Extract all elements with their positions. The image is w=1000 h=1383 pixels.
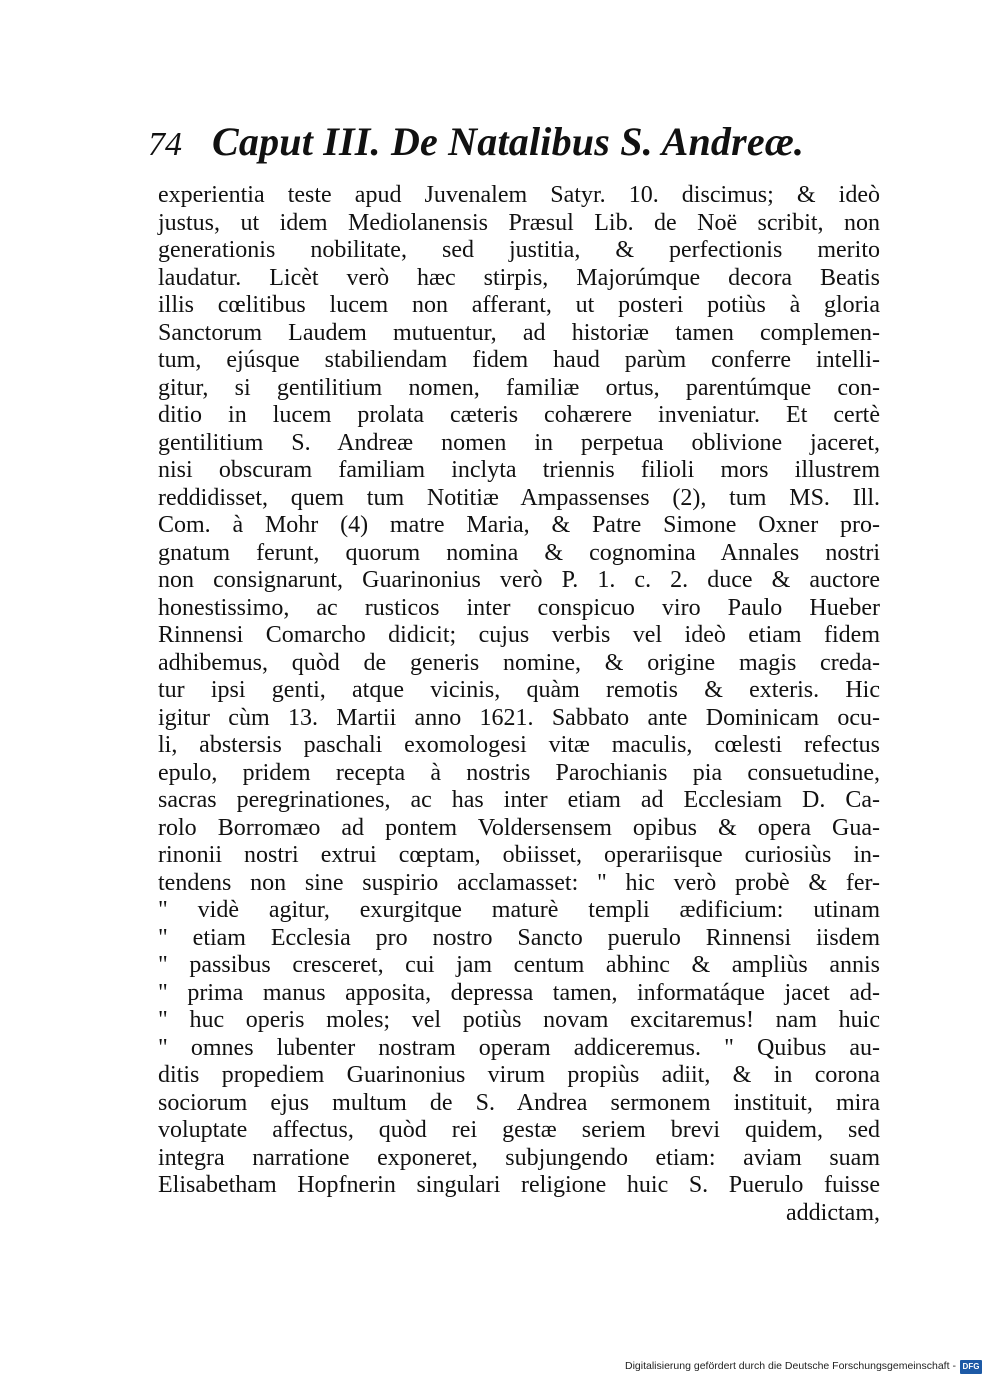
text-line: " passibus cresceret, cui jam centum abhinc & ampliùs annis — [158, 952, 880, 978]
digitization-credit — [625, 1358, 956, 1374]
text-line: tendens non sine suspirio acclamasset: " hic verò probè & fer- — [158, 869, 880, 896]
text-line: sacras peregrinationes, ac has inter etiam ad Ecclesiam D. Ca- — [158, 787, 880, 813]
text-line: " prima manus apposita, depressa tamen, informatáque jacet ad- — [158, 979, 880, 1006]
text-line: rolo Borromæo ad pontem Voldersensem opibus & opera Gua- — [158, 814, 880, 841]
text-line: justus, ut idem Mediolanensis Præsul Lib. de Noë scribit, non — [158, 209, 880, 236]
text-line: non consignarunt, Guarinonius verò P. 1. c. 2. duce & auctore — [158, 567, 880, 593]
text-line: Sanctorum Laudem mutuentur, ad historiæ tamen complemen- — [158, 319, 880, 346]
text-line: experientia teste apud Juvenalem Satyr. 10. discimus; & ideò — [158, 182, 880, 208]
text-line: ditio in lucem prolata cæteris cohærere inveniatur. Et certè — [158, 402, 880, 428]
text-line: rinonii nostri extrui cœptam, obiisset, operariisque curiosiùs in- — [158, 842, 880, 868]
body-text — [158, 182, 880, 1227]
text-line: gnatum ferunt, quorum nomina & cognomina Annales nostri — [158, 539, 880, 566]
text-line: sociorum ejus multum de S. Andrea sermonem instituit, mira — [158, 1089, 880, 1116]
text-line: reddidisset, quem tum Notitiæ Ampassenses (2), tum MS. Ill. — [158, 484, 880, 511]
text-line: illis cœlitibus lucem non afferant, ut posteri potiùs à gloria — [158, 292, 880, 318]
text-line: voluptate affectus, quòd rei gestæ seriem brevi quidem, sed — [158, 1117, 880, 1143]
running-head — [148, 118, 888, 180]
text-line: li, abstersis paschali exomologesi vitæ maculis, cœlesti refectus — [158, 732, 880, 758]
text-line: igitur cùm 13. Martii anno 1621. Sabbato ante Dominicam ocu- — [158, 704, 880, 731]
text-line: ditis propediem Guarinonius virum propiùs adiit, & in corona — [158, 1062, 880, 1088]
text-line: tum, ejúsque stabiliendam fidem haud parùm conferre intelli- — [158, 347, 880, 373]
text-line: Rinnensi Comarcho didicit; cujus verbis vel ideò etiam fidem — [158, 622, 880, 648]
text-line: Elisabetham Hopfnerin singulari religione huic S. Puerulo fuisse — [158, 1172, 880, 1198]
text-line: " vidè agitur, exurgitque maturè templi ædificium: utinam — [158, 897, 880, 923]
dfg-logo-icon: DFG — [960, 1360, 982, 1374]
text-line: Com. à Mohr (4) matre Maria, & Patre Simone Oxner pro- — [158, 512, 880, 538]
text-line: tur ipsi genti, atque vicinis, quàm remotis & exteris. Hic — [158, 677, 880, 703]
catchword: addictam, — [786, 1199, 880, 1226]
credit-separator: - — [952, 1360, 956, 1372]
text-line: " huc operis moles; vel potiùs novam excitaremus! nam huic — [158, 1007, 880, 1033]
text-line: gitur, si gentilitium nomen, familiæ ortus, parentúmque con- — [158, 374, 880, 401]
chapter-title: Caput III. De Natalibus S. Andreæ. — [212, 119, 805, 164]
text-line: epulo, pridem recepta à nostris Parochianis pia consuetudine, — [158, 759, 880, 786]
text-line: adhibemus, quòd de generis nomine, & origine magis creda- — [158, 649, 880, 676]
text-line: laudatur. Licèt verò hæc stirpis, Majorúmque decora Beatis — [158, 264, 880, 291]
text-line: generationis nobilitate, sed justitia, & perfectionis merito — [158, 237, 880, 263]
text-line: " omnes lubenter nostram operam addiceremus. " Quibus au- — [158, 1034, 880, 1061]
text-line: integra narratione exponeret, subjungendo etiam: aviam suam — [158, 1144, 880, 1171]
credit-text: Digitalisierung gefördert durch die Deutsche Forschungsgemeinschaft — [624, 1360, 950, 1372]
text-line: honestissimo, ac rusticos inter conspicuo viro Paulo Hueber — [158, 594, 880, 621]
page-number: 74 — [148, 126, 182, 163]
text-line: nisi obscuram familiam inclyta triennis filioli mors illustrem — [158, 457, 880, 483]
text-line: " etiam Ecclesia pro nostro Sancto puerulo Rinnensi iisdem — [158, 924, 880, 951]
text-line: gentilitium S. Andreæ nomen in perpetua oblivione jaceret, — [158, 429, 880, 456]
